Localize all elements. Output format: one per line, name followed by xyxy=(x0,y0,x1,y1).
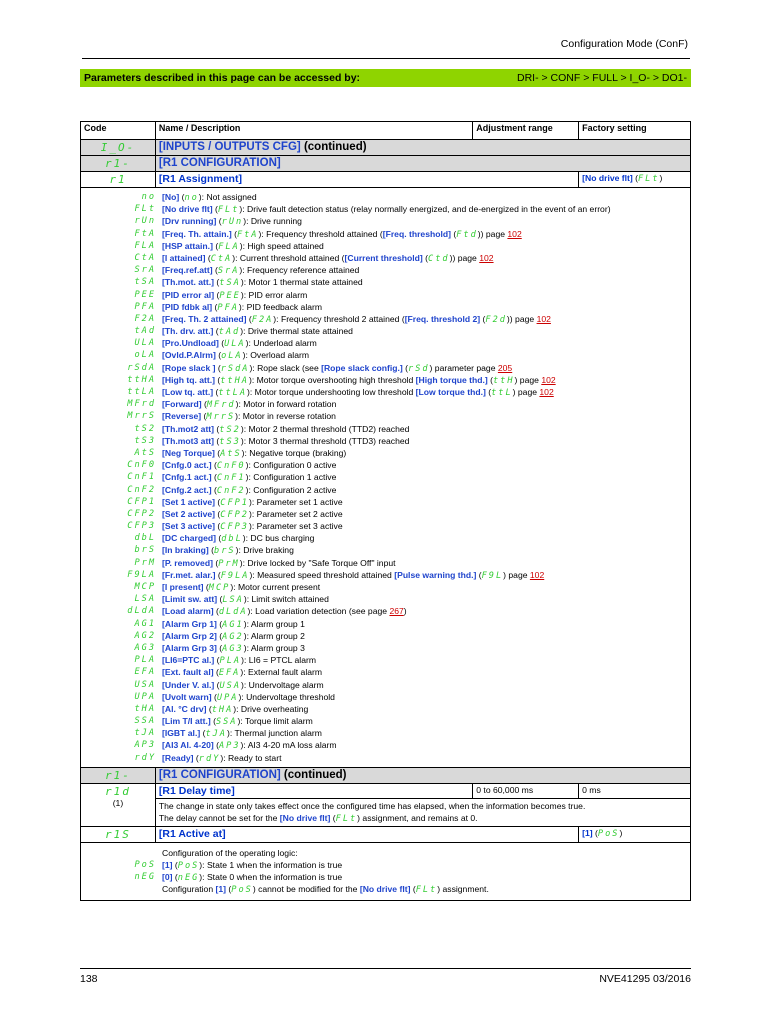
assign-option-desc: [Load alarm] (dLdA): Load variation detection (see page 267) xyxy=(162,606,407,618)
assign-option-code: EFA xyxy=(134,667,156,678)
assign-option-desc: [I present] (MCP): Motor current present xyxy=(162,582,321,593)
param-code: r1 xyxy=(109,173,127,186)
header-divider xyxy=(82,58,690,59)
assign-option-desc: [IGBT al.] (tJA): Thermal junction alarm xyxy=(162,728,322,740)
section-row-r1-cont xyxy=(81,767,691,783)
assign-option-desc: [PID fdbk al] (PFA): PID feedback alarm xyxy=(162,301,323,313)
parameter-table xyxy=(80,121,691,901)
section-suffix: (continued) xyxy=(280,768,347,781)
assign-option-code: tHA xyxy=(134,703,156,714)
assign-option-desc: [Freq.ref.att] (SrA): Frequency reference attained xyxy=(162,265,360,277)
assign-option-code: PrM xyxy=(134,557,156,568)
assign-descs-column xyxy=(159,191,687,764)
option-code: PoS xyxy=(134,860,156,870)
desc-line: Configuration of the operating logic: xyxy=(162,847,298,858)
section-title: [R1 CONFIGURATION] xyxy=(158,157,281,169)
assign-option-code: USA xyxy=(134,679,156,690)
assign-option-code: tAd xyxy=(134,326,156,337)
assign-option-code: tS2 xyxy=(134,423,156,434)
factory-value: [1] xyxy=(582,827,593,838)
param-code: r1S xyxy=(105,827,131,841)
assign-option-desc: [Cnfg.0 act.] (CnF0): Configuration 0 active xyxy=(162,460,337,472)
section-code: r1- xyxy=(105,157,131,170)
assign-option-code: SrA xyxy=(134,265,156,276)
assign-option-code: AtS xyxy=(134,447,156,458)
assign-option-desc: [Low tq. att.] (ttLA): Motor torque undershooting low threshold [Low torque thd.] (ttL) page 102 xyxy=(162,387,554,398)
option-line: [1] (PoS): State 1 when the information is true xyxy=(162,860,343,871)
page-footer xyxy=(80,968,691,985)
assign-option-code: brS xyxy=(134,545,156,556)
assign-option-desc: [Alarm Grp 2] (AG2): Alarm group 2 xyxy=(162,630,305,642)
section-suffix: (continued) xyxy=(300,141,367,153)
section-row-io xyxy=(81,140,691,156)
assign-option-desc: [Rope slack ] (rSdA): Rope slack (see [Rope slack config.] (rSd) parameter page 205 xyxy=(162,362,513,374)
range-value: 0 to 60,000 ms xyxy=(473,783,579,798)
assign-option-desc: [Neg Torque] (AtS): Negative torque (braking) xyxy=(162,447,347,459)
assign-option-desc: [DC charged] (dbL): DC bus charging xyxy=(162,533,315,545)
assign-option-code: CFP1 xyxy=(127,496,156,507)
assign-option-desc: [P. removed] (PrM): Drive locked by "Safe Torque Off" input xyxy=(162,557,396,569)
access-bar-path: DRI- > CONF > FULL > I_O- > DO1- xyxy=(517,72,687,84)
assign-option-desc: [Alarm Grp 3] (AG3): Alarm group 3 xyxy=(162,642,305,654)
assign-option-desc: [Freq. Th. attain.] (FtA): Frequency threshold attained ([Freq. threshold] (Ftd)) page 102 xyxy=(162,228,522,240)
assign-option-code: PEE xyxy=(134,289,156,300)
section-code: r1- xyxy=(105,768,131,782)
param-code: r1d xyxy=(105,784,131,798)
assign-option-desc: [Set 1 active] (CFP1): Parameter set 1 active xyxy=(162,496,343,508)
assign-option-desc: [Forward] (MFrd): Motor in forward rotation xyxy=(162,399,337,411)
assign-option-desc: [Freq. Th. 2 attained] (F2A): Frequency threshold 2 attained ([Freq. threshold 2] (F2d)) page 102 xyxy=(162,313,551,325)
assign-option-code: rSdA xyxy=(127,362,156,373)
assign-option-desc: [Lim T/I att.] (SSA): Torque limit alarm xyxy=(162,716,313,728)
page-header-title: Configuration Mode (ConF) xyxy=(560,38,688,50)
option-code: nEG xyxy=(134,872,156,883)
access-bar-label: Parameters described in this page can be accessed by: xyxy=(84,72,361,84)
assign-option-desc: [HSP attain.] (FLA): High speed attained xyxy=(162,240,324,252)
assign-option-code: rUn xyxy=(134,216,156,227)
assign-option-desc: [Al. °C drv] (tHA): Drive overheating xyxy=(162,703,309,715)
assign-option-desc: [Set 2 active] (CFP2): Parameter set 2 active xyxy=(162,508,343,520)
assign-option-code: FLA xyxy=(134,240,156,251)
assign-option-code: CFP2 xyxy=(127,508,156,519)
desc-line: The change in state only takes effect once the configured time has elapsed, when the information becomes true. xyxy=(158,800,586,811)
assign-option-desc: [Uvolt warn] (UPA): Undervoltage threshold xyxy=(162,691,335,703)
assign-option-desc: [AI3 Al. 4-20] (AP3): AI3 4-20 mA loss alarm xyxy=(162,740,337,752)
assign-option-desc: [Pro.Undload] (ULA): Underload alarm xyxy=(162,338,317,350)
assign-option-desc: [Set 3 active] (CFP3): Parameter set 3 active xyxy=(162,521,343,533)
assign-option-desc: [Limit sw. att] (LSA): Limit switch attained xyxy=(162,594,329,606)
param-row-r1-active: r1S [R1 Active at] [1] (PoS) xyxy=(81,826,691,842)
header-range: Adjustment range xyxy=(473,122,579,140)
factory-value: 0 ms xyxy=(579,783,691,798)
assign-option-code: rdY xyxy=(134,752,156,763)
assign-option-code: dLdA xyxy=(127,606,156,617)
assign-option-code: F9LA xyxy=(127,569,156,580)
option-line: [0] (nEG): State 0 when the information is true xyxy=(162,872,343,884)
assign-option-code: SSA xyxy=(134,716,156,727)
param-note: (1) xyxy=(112,797,124,808)
assign-list-row xyxy=(81,188,691,768)
assign-option-code: CnF1 xyxy=(127,472,156,483)
active-codes-column xyxy=(84,847,159,896)
factory-code: PoS xyxy=(597,828,620,839)
assign-option-code: ttLA xyxy=(127,387,156,397)
assign-option-code: dbL xyxy=(134,533,156,544)
assign-option-code: no xyxy=(141,192,156,202)
page-number: 138 xyxy=(80,973,98,985)
desc-line: Configuration [1] (PoS) cannot be modified for the [No drive flt] (FLt) assignment. xyxy=(162,884,489,896)
param-row-r1-assign: r1 [R1 Assignment] [No drive flt] (FLt) xyxy=(81,172,691,188)
assign-option-code: MCP xyxy=(134,582,156,592)
assign-option-code: tSA xyxy=(134,277,156,288)
factory-code: FLt xyxy=(638,174,660,184)
param-desc-r1-active xyxy=(81,842,691,900)
desc-line: The delay cannot be set for the [No drive flt] (FLt) assignment, and remains at 0. xyxy=(158,812,478,824)
assign-option-desc: [Cnfg.2 act.] (CnF2): Configuration 2 active xyxy=(162,484,337,496)
assign-option-desc: [Fr.met. alar.] (F9LA): Measured speed threshold attained [Pulse warning thd.] (F9L) page 102 xyxy=(162,569,545,581)
page-link[interactable]: 102 xyxy=(479,252,494,263)
assign-option-code: MFrd xyxy=(127,399,156,410)
assign-option-code: CnF0 xyxy=(127,460,156,471)
header-code: Code xyxy=(81,122,156,140)
param-title: [R1 Assignment] xyxy=(158,173,242,185)
assign-option-code: FLt xyxy=(134,204,156,215)
page-link[interactable]: 205 xyxy=(497,362,513,373)
assign-option-desc: [Alarm Grp 1] (AG1): Alarm group 1 xyxy=(162,618,305,630)
document-reference: NVE41295 03/2016 xyxy=(599,973,691,985)
page-link[interactable]: 102 xyxy=(541,374,556,385)
assign-option-desc: [Ready] (rdY): Ready to start xyxy=(162,752,282,764)
assign-option-code: UPA xyxy=(134,691,156,702)
param-row-r1-delay xyxy=(81,783,691,798)
assign-option-desc: [Th.mot3 att] (tS3): Motor 3 thermal threshold (TTD3) reached xyxy=(162,435,410,447)
assign-option-code: oLA xyxy=(134,350,156,361)
assign-option-desc: [Ovld.P.Alrm] (oLA): Overload alarm xyxy=(162,350,309,362)
factory-value: [No drive flt] xyxy=(582,173,633,183)
header-name: Name / Description xyxy=(155,122,472,140)
assign-option-code: CnF2 xyxy=(127,484,156,495)
assign-option-desc: [Th.mot. att.] (tSA): Motor 1 thermal state attained xyxy=(162,277,363,289)
section-title: [R1 CONFIGURATION] xyxy=(158,768,281,781)
assign-option-code: LSA xyxy=(134,594,156,605)
assign-option-code: ULA xyxy=(134,338,156,349)
assign-option-desc: [LI6=PTC al.] (PLA): LI6 = PTCL alarm xyxy=(162,655,316,667)
assign-option-desc: [PID error al] (PEE): PID error alarm xyxy=(162,289,308,301)
assign-option-code: F2A xyxy=(134,313,156,324)
page-link[interactable]: 102 xyxy=(536,313,551,324)
assign-option-desc: [Th.mot2 att] (tS2): Motor 2 thermal threshold (TTD2) reached xyxy=(162,423,410,435)
assign-option-desc: [Th. drv. att.] (tAd): Drive thermal state attained xyxy=(162,326,353,338)
active-descs-column xyxy=(159,847,687,896)
param-title: [R1 Delay time] xyxy=(158,784,235,797)
assign-option-desc: [In braking] (brS): Drive braking xyxy=(162,545,294,557)
assign-option-desc: [High tq. att.] (ttHA): Motor torque overshooting high threshold [High torque thd.] (ttH) page 102 xyxy=(162,374,556,386)
section-row-r1 xyxy=(81,156,691,172)
page-link[interactable]: 102 xyxy=(507,228,522,239)
section-title: [INPUTS / OUTPUTS CFG] xyxy=(158,141,301,153)
assign-option-code: AG3 xyxy=(134,642,156,653)
assign-option-desc: [Reverse] (MrrS): Motor in reverse rotation xyxy=(162,411,336,423)
table-header-row xyxy=(81,122,691,140)
assign-option-desc: [Cnfg.1 act.] (CnF1): Configuration 1 active xyxy=(162,472,337,484)
assign-option-code: FtA xyxy=(134,228,156,239)
assign-option-code: CFP3 xyxy=(127,521,156,532)
assign-codes-column xyxy=(84,191,159,764)
assign-option-desc: [Ext. fault al] (EFA): External fault alarm xyxy=(162,667,323,679)
assign-option-desc: [I attained] (CtA): Current threshold attained ([Current threshold] (Ctd)) page 102 xyxy=(162,252,494,264)
assign-option-desc: [Drv running] (rUn): Drive running xyxy=(162,216,302,228)
section-code: I_O- xyxy=(100,141,136,154)
page-link[interactable]: 267 xyxy=(389,606,404,617)
assign-option-code: tS3 xyxy=(134,435,156,446)
access-bar xyxy=(80,69,691,87)
assign-option-code: ttHA xyxy=(127,374,156,385)
assign-option-code: AG1 xyxy=(134,618,156,629)
assign-option-code: PLA xyxy=(134,655,156,666)
param-desc-r1-delay xyxy=(81,798,691,826)
page-link[interactable]: 102 xyxy=(539,387,554,397)
assign-option-desc: [No] (no): Not assigned xyxy=(162,192,257,203)
assign-option-desc: [No drive flt] (FLt): Drive fault detection status (relay normally energized, and de-energized in the event of an error) xyxy=(162,204,611,216)
assign-option-code: PFA xyxy=(134,301,156,312)
header-factory: Factory setting xyxy=(579,122,691,140)
assign-option-code: AP3 xyxy=(134,740,156,751)
assign-option-code: tJA xyxy=(134,728,156,739)
assign-option-code: AG2 xyxy=(134,630,156,641)
page-link[interactable]: 102 xyxy=(529,569,545,580)
assign-option-code: MrrS xyxy=(127,411,156,422)
param-title: [R1 Active at] xyxy=(158,827,226,840)
assign-option-code: CtA xyxy=(134,252,156,263)
assign-option-desc: [Under V. al.] (USA): Undervoltage alarm xyxy=(162,679,324,691)
